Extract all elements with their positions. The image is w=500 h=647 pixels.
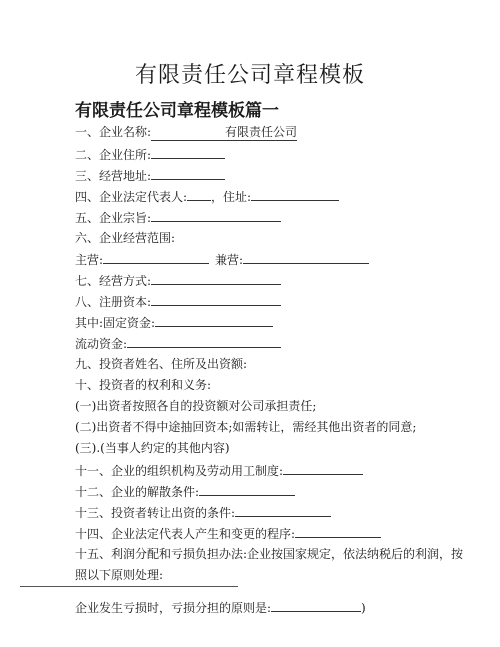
clause-3-line: (三).(当事人约定的其他内容) [75, 441, 230, 455]
company-name-value: 有限责任公司 [151, 124, 297, 141]
legal-rep-line [75, 188, 339, 205]
organization-label: 十一、企业的组织机构及劳动用工制度: [75, 464, 284, 478]
business-mode-line [75, 272, 281, 289]
company-address-blank [151, 146, 225, 159]
business-address-blank [151, 167, 225, 180]
section-subtitle: 有限责任公司章程模板篇一 [75, 101, 279, 121]
loss-sharing-blank [271, 599, 361, 612]
main-business-line [75, 251, 369, 268]
company-purpose-line [75, 209, 281, 226]
organization-line [75, 462, 363, 479]
fixed-capital-line [75, 314, 273, 331]
registered-capital-label: 八、注册资本: [75, 295, 152, 309]
business-address-label: 三、经营地址: [75, 169, 152, 183]
divider-line [20, 586, 238, 587]
profit-distribution-line: 十五、利润分配和亏损负担办法:企业按国家规定，依法纳税后的利润，按 [75, 547, 464, 561]
dissolution-label: 十二、企业的解散条件: [75, 485, 200, 499]
clause-2-line: (二)出资者不得中途抽回资本;如需转让，需经其他出资者的同意; [75, 420, 417, 434]
company-purpose-label: 五、企业宗旨: [75, 211, 152, 225]
side-business-label: 兼营: [215, 253, 244, 267]
business-mode-blank [151, 272, 281, 285]
main-business-blank [103, 251, 209, 264]
business-mode-label: 七、经营方式: [75, 274, 152, 288]
working-capital-blank [127, 335, 281, 348]
working-capital-label: 流动资金: [75, 337, 128, 351]
legal-rep-procedure-blank [295, 525, 381, 538]
legal-rep-label: 四、企业法定代表人: [75, 190, 188, 204]
fixed-capital-blank [155, 314, 273, 327]
legal-rep-procedure-label: 十四、企业法定代表人产生和变更的程序: [75, 527, 296, 541]
loss-sharing-label: 企业发生亏损时，亏损分担的原则是: [75, 601, 272, 615]
transfer-blank [235, 504, 331, 517]
company-name-label: 一、企业名称: [75, 125, 152, 139]
dissolution-line [75, 483, 295, 500]
legal-rep-blank [187, 188, 211, 201]
transfer-line [75, 504, 331, 521]
rights-duties-line: 十、投资者的权利和义务: [75, 378, 212, 392]
business-scope-line: 六、企业经营范围: [75, 231, 176, 245]
profit-principle-line: 照以下原则处理: [75, 568, 164, 582]
registered-capital-line [75, 293, 281, 310]
registered-capital-blank [151, 293, 281, 306]
fixed-capital-label: 其中:固定资金: [75, 316, 156, 330]
legal-rep-address-blank [251, 188, 339, 201]
company-purpose-blank [151, 209, 281, 222]
transfer-label: 十三、投资者转让出资的条件: [75, 506, 236, 520]
company-name-line [75, 124, 297, 141]
main-business-label: 主营: [75, 253, 104, 267]
company-address-label: 二、企业住所: [75, 148, 152, 162]
business-address-line [75, 167, 225, 184]
loss-sharing-line [75, 599, 366, 616]
working-capital-line [75, 335, 281, 352]
page-title: 有限责任公司章程模板 [134, 63, 365, 88]
clause-1-line: (一)出资者按照各自的投资额对公司承担责任; [75, 399, 317, 413]
investors-line: 九、投资者姓名、住所及出资额: [75, 357, 248, 371]
side-business-blank [243, 251, 369, 264]
loss-sharing-close: ) [361, 601, 366, 615]
organization-blank [283, 462, 363, 475]
legal-rep-address-label: ，住址: [211, 190, 252, 204]
legal-rep-procedure-line [75, 525, 381, 542]
company-address-line [75, 146, 225, 163]
dissolution-blank [199, 483, 295, 496]
